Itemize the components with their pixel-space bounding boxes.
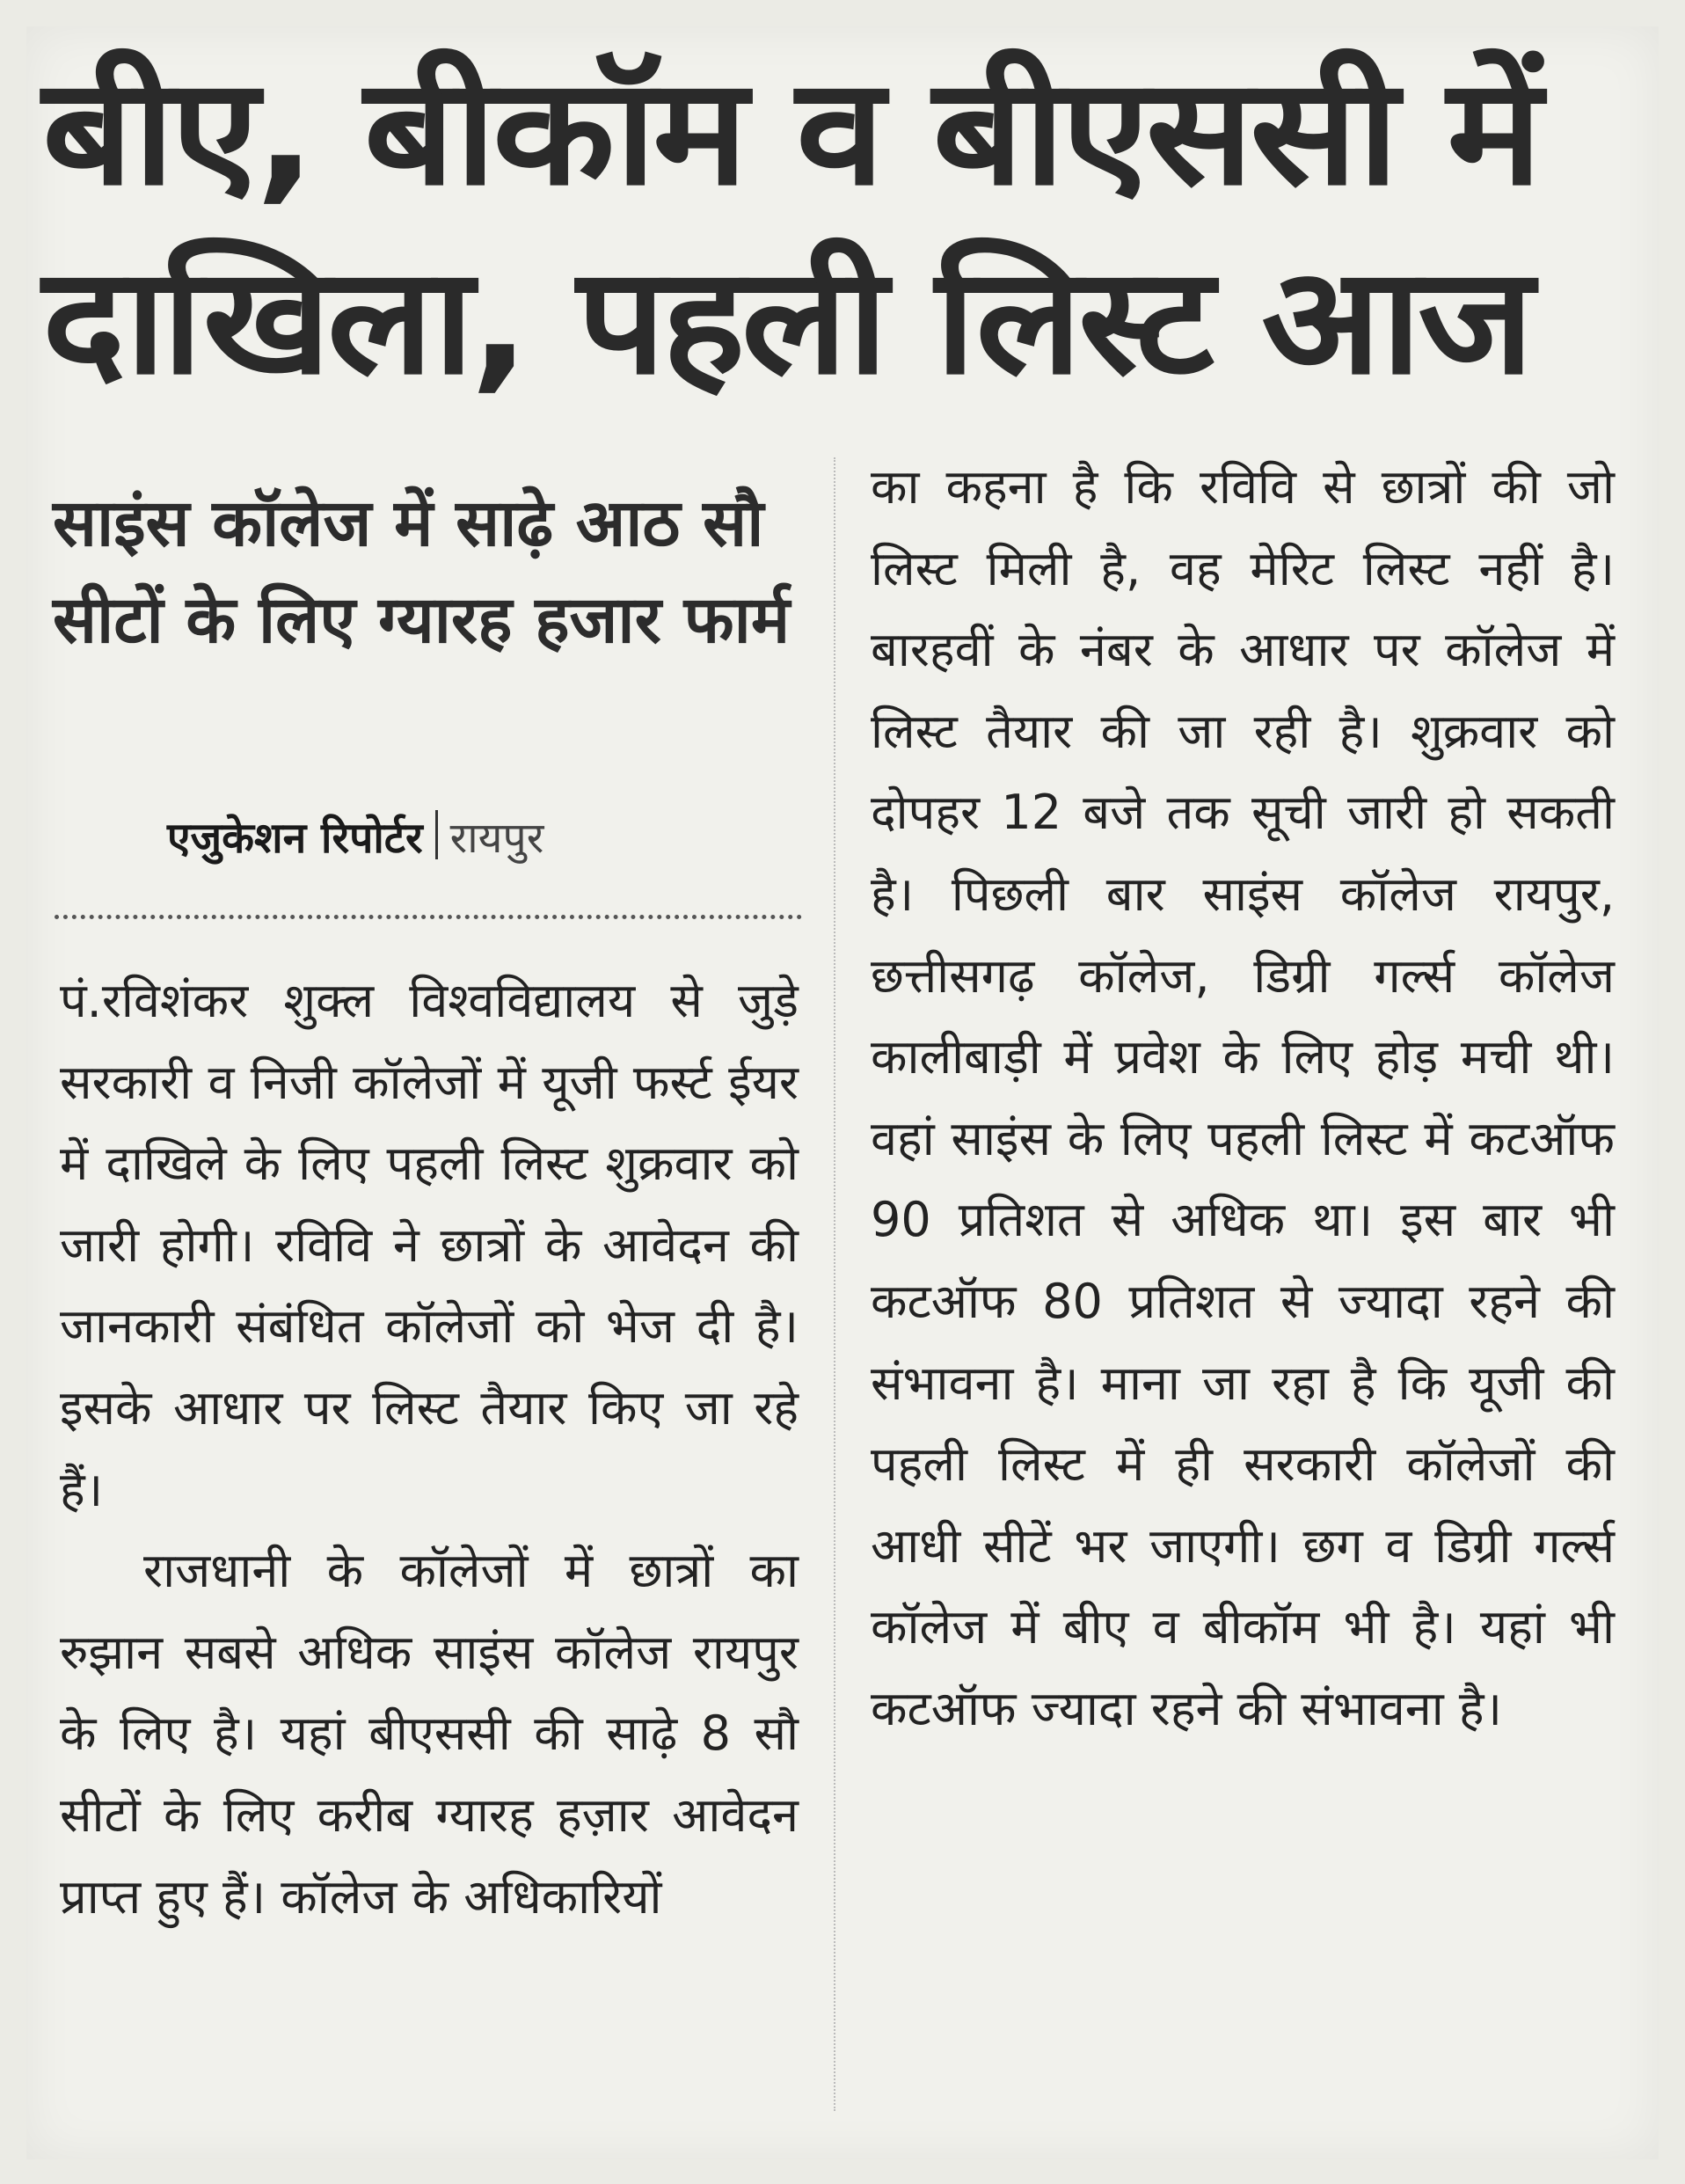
byline-reporter: एजुकेशन रिपोर्टर: [167, 814, 423, 863]
dotted-divider: [55, 915, 802, 919]
body-column-right: [871, 447, 1615, 1750]
body-column-left: [60, 961, 799, 1938]
column-rule: [834, 457, 835, 2111]
headline-line-2: दाखिला, पहली लिस्ट आज: [42, 235, 1530, 407]
body-paragraph: राजधानी के कॉलेजों में छात्रों का रुझान सबसे अधिक साइंस कॉलेज रायपुर के लिए है। यहां बीएससी की साढ़े 8 सौ सीटों के लिए करीब ग्यारह हज़ार आवेदन प्राप्त हुए हैं। कॉलेज के अधिकारियों: [60, 1543, 799, 1925]
byline-location: रायपुर: [449, 814, 544, 863]
byline-separator: [435, 810, 438, 859]
subheadline: साइंस कॉलेज में साढ़े आठ सौ सीटों के लिए ग्यारह हजार फार्म: [53, 486, 791, 658]
byline: [167, 807, 543, 869]
body-paragraph: पं.रविशंकर शुक्ल विश्वविद्यालय से जुड़े सरकारी व निजी कॉलेजों में यूजी फर्स्ट ईयर में दाखिले के लिए पहली लिस्ट शुक्रवार को जारी होगी। रविवि ने छात्रों के आवेदन की जानकारी संबंधित कॉलेजों को भेज दी है। इसके आधार पर लिस्ट तैयार किए जा रहे हैं।: [60, 973, 799, 1517]
headline-line-1: बीए, बीकॉम व बीएससी में: [42, 46, 1539, 218]
body-paragraph: का कहना है कि रविवि से छात्रों की जो लिस्ट मिली है, वह मेरिट लिस्ट नहीं है। बारहवीं के नंबर के आधार पर कॉलेज में लिस्ट तैयार की जा रही है। शुक्रवार को दोपहर 12 बजे तक सूची जारी हो सकती है। पिछली बार साइंस कॉलेज रायपुर, छत्तीसगढ़ कॉलेज, डिग्री गर्ल्स कॉलेज कालीबाड़ी में प्रवेश के लिए होड़ मची थी। वहां साइंस के लिए पहली लिस्ट में कटऑफ 90 प्रतिशत से अधिक था। इस बार भी कटऑफ 80 प्रतिशत से ज्यादा रहने की संभावना है। माना जा रहा है कि यूजी की पहली लिस्ट में ही सरकारी कॉलेजों की आधी सीटें भर जाएगी। छग व डिग्री गर्ल्स कॉलेज में बीए व बीकॉम भी है। यहां भी कटऑफ ज्यादा रहने की संभावना है।: [871, 459, 1615, 1736]
